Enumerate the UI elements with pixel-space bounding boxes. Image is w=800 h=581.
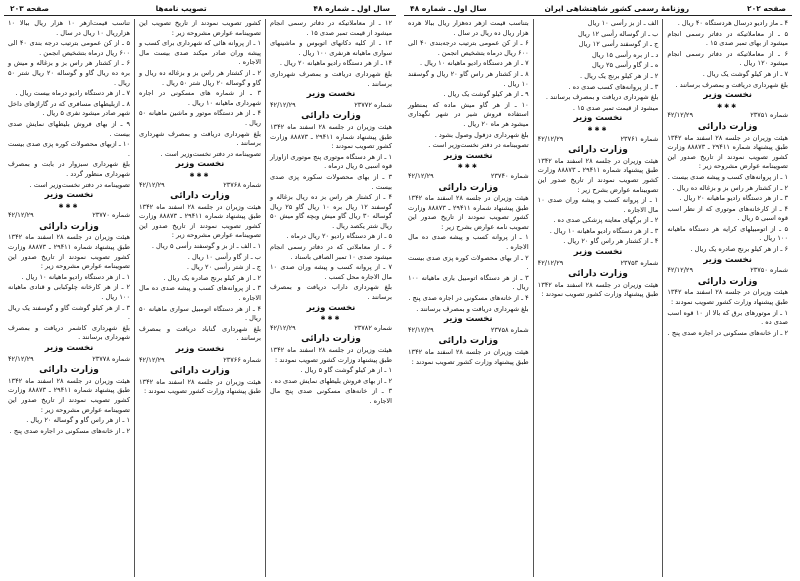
paragraph: تصویبنامه در دفتر نخست‌وزیر است . (160, 149, 261, 158)
paragraph: هیئت وزیران در جلسه ۲۸ اسفند ماه ۱۳۴۲ طبق پیشنهاد شماره ۲۹۴۱۱ ـ ۸۸۸۷۳ وزارت کشور تصویب نمودند از تاریخ صدور این تصویبنامه عوارض مشروحه زیر : (667, 133, 788, 171)
paragraph: ۱۳ ـ از کلیه دکانهای اتوبوس و ماشینهای سواری ماهیانه هرنفری ۱۰۰ ریال . (270, 39, 392, 57)
section-heading: وزارت دارائی (170, 191, 230, 202)
paragraph: ه ـ از گاو رأسی ۲۵ ریال (592, 61, 659, 70)
separator-stars: ✱✱✱ (58, 202, 80, 210)
decree-number-line (8, 211, 130, 221)
paragraph: بلغ شهرداری دریافت و بمصرف برسانند . (675, 80, 788, 89)
paragraph: ۷ ـ از پروانه کسب و پیشه وران صدی ۱۰ مال الاجاره محل کسب . (270, 263, 392, 281)
paragraph: هیئت وزیران در جلسه ۲۸ اسفند ماه ۱۳۴۲ طبق پیشنهاد وزارت کشور تصویب نمودند : (537, 280, 659, 299)
paragraph: بلغ شهرداری دریافت و بمصرف برسانند . (545, 93, 659, 102)
paragraph: ۹ ـ از بهای فروش بلیطهای نمایش صدی بیست . (8, 119, 130, 138)
text-column (265, 19, 396, 577)
decree-number: شماره ۲۳۷۵۰ (750, 266, 788, 275)
paragraph: ۲ ـ از برگهای معاینه پزشکی صدی ده . (553, 216, 659, 225)
paragraph: ۳ ـ از پروانه‌های کسب و پیشه صدی ده مال الاجاره . (139, 284, 261, 303)
paragraph: ۶ ـ از کشتار هر راس بز و بزغاله و میش و بره ده ریال گاو و گوساله ۲۰ ریال شتر ۵۰ ریال . (8, 59, 130, 87)
section-heading: وزارت دارائی (438, 336, 499, 347)
section-title: تصویب نامه‌ها (155, 4, 207, 13)
paragraph: هیئت وزیران در جلسه ۲۸ اسفند ماه ۱۳۴۲ طبق پیشنهاد وزارت کشور تصویب نمودند : (270, 346, 392, 364)
paragraph: بتناسب قیمت ازهر ده‌هزار ریال ببالا هرده هزار ریال ده ریال در سال . (407, 19, 529, 37)
signature-line: نخست وزیر (175, 159, 225, 170)
paragraph: ۲ ـ از کشتار هر راس بز و بزغاله ده ریال . (672, 183, 788, 192)
paragraph: تصویبنامه در دفتر نخست‌وزیر است . (428, 141, 529, 150)
left-page (4, 0, 396, 581)
signature-line: نخست وزیر (175, 344, 225, 354)
paragraph: ۳ ـ از هر دستگاه اتومبیل باری ماهیانه ۱۰۰ ریال . (407, 273, 529, 292)
decree-date: ۴۲/۱۲/۲۹ (8, 354, 34, 363)
decree-number-line (408, 326, 529, 336)
decree-number-line (8, 355, 130, 365)
paragraph: ۱۰ ـ ازبهای محصولات کوره پزی صدی بیست . (8, 140, 130, 158)
decree-number: شماره ۲۳۷۵۱ (750, 111, 788, 120)
section-heading: وزارت دارائی (39, 221, 99, 232)
paragraph: ۴ ـ از کشتار هر راس بز ده ریال بزغاله و گوسفند ۱۲ ریال بره ۱۰ ریال گاو ۲۵ ریال گوساله ۳۰ ریال گاو میش وبچه گاو میش ۵۰ ریال شتر یکصد ریال . (270, 193, 392, 230)
paragraph: ۱ ـ از پروانه هائی که شهرداری برای کسب و پیشه وران صادر میکند صدی بیست مال الاجاره . (139, 39, 261, 67)
section-heading: وزارت دارائی (170, 366, 230, 377)
paragraph: ۲ ـ از هر کیلو برنج یک ریال . (580, 71, 659, 80)
newspaper-title: روزنامهٔ رسمی کشور شاهنشاهی ایران (544, 4, 690, 13)
decree-number-line (667, 111, 788, 121)
text-columns (4, 19, 396, 577)
paragraph: ۵ ـ از هر دستگاه رادیو ۲۰ ریال درماه . (286, 232, 392, 241)
decree-number-line (538, 135, 659, 145)
paragraph: تصویبنامه در دفتر نخست‌وزیر است . (29, 180, 130, 189)
paragraph: ج ـ از گوسفند رأسی ۱۲ ریال (578, 40, 659, 49)
paragraph: ۱۰ ـ از هر گاو میش ماده که بمنظور استفاده فروش شیر در شهر نگهداری میشود هر ماه ۲۰ ریال . (407, 100, 529, 128)
paragraph: هیئت وزیران در جلسه ۲۸ اسفند ماه ۱۳۴۲ طبق پیشنهاد وزارت کشور تصویب نمودند : (407, 348, 529, 366)
separator-stars: ✱✱✱ (457, 163, 479, 171)
section-heading: وزارت دارائی (568, 145, 628, 156)
page-number: صفحه ۲۰۳ (10, 4, 49, 13)
paragraph: ۶ ـ از معاملاتی که در دفاتر رسمی انجام میشود صدی ۱۰ تمبر الصاقی باسناد . (270, 243, 392, 261)
text-column (662, 19, 792, 577)
paragraph: الف ـ از بز رأسی ۱۰ ریال (587, 19, 659, 27)
decree-date: ۴۲/۱۲/۲۹ (537, 258, 564, 267)
signature-line: نخست وزیر (573, 247, 623, 258)
decree-date: ۴۲/۱۲/۲۹ (667, 111, 694, 120)
paragraph: بلغ شهرداری دریافت و بمصرف شهرداری برسانند . (270, 69, 392, 88)
section-heading: وزارت دارائی (438, 182, 499, 193)
paragraph: هیئت وزیران در جلسه ۲۸ اسفند ماه ۱۳۴۲ طبق پیشنهاد شماره ۲۹۴۱۱ ـ ۸۸۸۷۳ وزارت کشور تصویب نمودند : (270, 122, 392, 151)
paragraph: ۳ ـ از خانه‌های مسکونی صدی پنج مال الاجاره . (270, 387, 392, 405)
decree-date: ۴۲/۱۲/۲۹ (139, 180, 165, 189)
paragraph: کشور تصویب نمودند از تاریخ تصویب این تصویبنامه عوارض مشروحه زیر : (139, 19, 261, 37)
paragraph: ۵ ـ از معاملاتیکه در دفاتر رسمی انجام میشود از بهای تمبر صدی ۱۵ . (667, 29, 788, 48)
decree-number: شماره ۲۳۷۷۰ (92, 211, 130, 220)
paragraph: ۱ ـ از هر کیلو گوشت گاو ۵ ریال . (300, 366, 392, 375)
paragraph: ۱۴ ـ از هر دستگاه رادیو ماهیانه ۲۰ ریال . (279, 59, 392, 68)
signature-line: نخست وزیر (703, 254, 752, 265)
paragraph: ۳ ـ از هر دستگاه رادیو ماهیانه ۲۰ ریال . (679, 194, 788, 203)
paragraph: ب ـ از گوساله رأسی ۱۲ ریال (578, 29, 659, 38)
page-number: صفحه ۲۰۲ (747, 4, 786, 13)
signature-line: نخست وزیر (444, 150, 493, 161)
paragraph: ۵ ـ از اتومبیلهای کرایه هر دستگاه ماهیانه ۱۰۰ ریال . (667, 224, 788, 243)
paragraph: ۵ ـ از کن عمومی بترتیب درجه بندی ۴۰ الی ۶۰۰ ریال درماه بتشخیص انجمن . (8, 39, 130, 57)
section-heading: وزارت دارائی (39, 365, 99, 376)
paragraph: ۷ ـ از هر دستگاه رادیو درماه بیست ریال . (15, 89, 130, 98)
paragraph: ۶ ـ از هر کیلو برنج صادره یک ریال . (690, 245, 788, 254)
decree-number: شماره ۲۳۷۶۶ (223, 355, 261, 364)
decree-date: ۴۲/۱۲/۲۹ (407, 171, 434, 180)
section-heading: وزارت دارائی (301, 334, 361, 345)
paragraph: بلغ شهرداری دزفول وصول بشود . (434, 130, 529, 139)
decree-number-line (270, 101, 392, 111)
paragraph: هیئت وزیران در جلسه ۲۸ اسفند ماه ۱۳۴۲ طبق پیشنهاد وزارت کشور تصویب نمودند : (139, 377, 261, 396)
section-heading: وزارت دارائی (568, 269, 628, 280)
paragraph: ۳ ـ از هر دستگاه رادیو ماهیانه ۱۰ ریال . (549, 226, 659, 235)
decree-date: ۴۲/۱۲/۲۹ (667, 266, 694, 275)
paragraph: بلغ شهرداری داراب دریافت و بمصرف برسانند . (270, 283, 392, 302)
paragraph: ۴ ـ از خانه‌های مسکونی در اجاره صدی پنج . (408, 294, 529, 303)
paragraph: ج ـ از شتر رأسی ۲۰ ریال . (186, 263, 261, 272)
decree-date: ۴۲/۱۲/۲۹ (270, 100, 296, 109)
signature-line: نخست وزیر (44, 343, 94, 353)
paragraph: ۸ ـ از کشتار هر راس گاو ۲۰ ریال و گوسفند ۱۰ ریال . (407, 69, 529, 88)
paragraph: ۱۲ ـ از معاملاتیکه در دفاتر رسمی انجام میشود از قیمت تمبر صدی ۱۵ . (270, 19, 392, 37)
paragraph: میشود از قیمت تمبر صدی ۱۵ . (572, 103, 659, 112)
signature-line: نخست وزیر (573, 113, 623, 124)
paragraph: هیئت وزیران در جلسه ۲۸ اسفند ماه ۱۳۴۲ طبق پیشنهاد شماره ۲۹۴۱۱ ـ ۸۸۸۷۳ وزارت کشور تصویب نمودند از تاریخ صدور این تصویبنامه عوارض مشروحه زیر : (139, 202, 261, 240)
decree-number-line (139, 181, 261, 191)
paragraph: ۲ ـ از بهای فروش بلیطهای نمایش صدی ده . (270, 376, 392, 385)
decree-number: شماره ۲۳۷۵۸ (490, 325, 529, 334)
paragraph: هیئت وزیران در جلسه ۲۸ اسفند ماه ۱۳۴۲ طبق پیشنهاد شماره ۲۹۴۱۱ ـ ۸۸۸۷۳ وزارت کشور تصویب نمودند از تاریخ صدور این تصویب نامه عوارض بشرح زیر : (407, 194, 529, 231)
paragraph: د ـ از بره رأسی ۱۵ ریال (591, 50, 659, 59)
paragraph: بلغ شهرداری گناباد دریافت و بمصرف برسانند . (139, 324, 261, 343)
paragraph: ۳ ـ از بهای محصولات سکوره پزی صدی بیست . (270, 172, 392, 191)
paragraph: ب ـ از گاو رأسی ۱۰ ریال . (187, 252, 261, 261)
decree-date: ۴۲/۱۲/۲۹ (8, 211, 34, 220)
paragraph: ۳ ـ از هر کیلو گوشت گاو و گوسفند یک ریال . (8, 303, 130, 322)
section-heading: وزارت دارائی (697, 121, 758, 132)
paragraph: ۱ ـ الف ـ از بز و گوسفند رأسی ۵ ریال . (151, 242, 261, 251)
paragraph: ۹ ـ از هر کیلو گوشت یک ریال . (443, 90, 529, 99)
page-header (4, 2, 396, 16)
signature-line: نخست وزیر (703, 90, 752, 101)
paragraph: ۶ ـ از معاملاتیکه در دفاتر رسمی انجام میشود ۱۲۰ ریال . (667, 49, 788, 68)
paragraph: ۱ ـ از هر دستگاه موتوری پنج موتوری ازاوزار قوه اسبی ۵ ریال درماه . (270, 152, 392, 171)
paragraph: هیئت وزیران در جلسه ۲۸ اسفند ماه ۱۳۴۲ طبق پیشنهاد شماره ۲۹۴۱۱ ـ ۸۸۸۷۳ وزارت کشور تصویب نمودند از تاریخ صدور این تصویبنامه عوارض بشرح زیر : (537, 156, 659, 194)
decree-number: شماره ۲۳۷۷۸ (92, 354, 130, 363)
paragraph: تناسب قیمت‌ازهر ۱۰ هزار ریال ببالا ۱۰ هزارریال ۱۰ ریال در سال . (8, 19, 130, 37)
paragraph: ۷ ـ از هر دستگاه رادیو ماهیانه ۱۰ ریال . (420, 59, 529, 68)
paragraph: ۸ ـ ازبلیطهای مسافری که در گاراژهای داخل شهر صادر میشود نفری ۵ ریال . (8, 99, 130, 118)
paragraph: ۱ ـ از هر راس گاو و گوساله ۲۰ ریال . (26, 416, 130, 425)
paragraph: ۲ ـ از بهای محصولات کوره پزی صدی بیست . (407, 253, 529, 272)
paragraph: هیئت وزیران در جلسه ۲۸ اسفند ماه ۱۳۴۲ طبق پیشنهاد شماره ۲۹۴۱۱ ـ ۸۸۸۷۳ وزارت کشور تصویب نمودند از تاریخ صدور این تصویبنامه عوارض مشروحه زیر : (8, 376, 130, 414)
decree-number: شماره ۲۳۷۷۲ (354, 100, 392, 109)
issue-number: سال اول ـ شماره ۴۸ (313, 4, 390, 13)
signature-line: نخست وزیر (306, 89, 356, 100)
decree-number: شماره ۲۳۷۶۱ (620, 134, 659, 143)
signature-line: نخست وزیر (44, 190, 94, 201)
paragraph: بلغ شهرداری سبزوار در بابت و بمصرف شهرداری منظور گردد . (8, 160, 130, 178)
paragraph: ۴ ـ ماز رادیو درسال هردستگاه ۴۰ ریال . (677, 19, 788, 27)
paragraph: ۱ ـ از پروانه کسب و پیشه وران صدی ۱۰ مال الاجاره . (537, 196, 659, 214)
paragraph: ۲ ـ از خانه‌های مسکونی در اجاره صدی پنج . (667, 328, 788, 337)
decree-date: ۴۲/۱۲/۲۹ (270, 323, 296, 332)
page-header (404, 2, 792, 16)
decree-number: شماره ۲۳۷۸۲ (354, 323, 392, 332)
paragraph: ۱ ـ از پروانه‌های کسب و پیشه صدی بیست . (667, 172, 788, 181)
paragraph: بلغ شهرداری دریافت و بمصرف شهرداری برسانند . (139, 129, 261, 148)
decree-number-line (408, 172, 529, 182)
decree-number-line (538, 259, 659, 269)
separator-stars: ✱✱✱ (320, 315, 342, 323)
signature-line: نخست وزیر (306, 302, 356, 313)
paragraph: ۲ ـ از خانه‌های مسکونی در اجاره صدی پنج . (9, 426, 130, 435)
separator-stars: ✱✱✱ (587, 125, 609, 133)
paragraph: ۱ ـ از هر دستگاه رادیو ماهیانه ۱۰ ریال . (21, 272, 130, 281)
decree-number-line (139, 356, 261, 366)
section-heading: وزارت دارائی (697, 276, 758, 287)
paragraph: ۲ ـ از هر کارخانه چلوکبابی و قنادی ماهیانه ۱۰۰ ریال . (8, 283, 130, 302)
paragraph: ۱ ـ از پروانه کسب و پیشه صدی ده مال الاجاره . (407, 233, 529, 252)
paragraph: ۱ ـ از موتورهای برق که بالا از ۱۰ قوه اسب صدی ده . (667, 308, 788, 327)
decree-number: شماره ۲۳۷۵۳ (620, 258, 659, 267)
decree-number: شماره ۲۳۷۴۰ (490, 171, 529, 180)
separator-stars: ✱✱✱ (717, 102, 739, 110)
text-column (404, 19, 533, 577)
paragraph: ۷ ـ از هر کیلو گوشت یک ریال . (702, 69, 788, 78)
paragraph: هیئت وزیران در جلسه ۲۸ اسفند ماه ۱۳۴۲ طبق پیشنهاد شماره ۲۹۴۱۱ ـ ۸۸۸۷۳ وزارت کشور تصویب نمودند از تاریخ صدور این تصویبنامه عوارض مشروحه زیر : (8, 233, 130, 271)
decree-number-line (270, 324, 392, 334)
right-page (404, 0, 792, 581)
paragraph: ۴ ـ از کشتار هر راس گاو ۲۰ ریال . (563, 237, 659, 246)
signature-line: نخست وزیر (444, 314, 493, 325)
decree-date: ۴۲/۱۲/۲۹ (139, 355, 165, 364)
text-column (4, 19, 134, 577)
paragraph: ۴ ـ از کارخانه‌های موتوری که از نظر اسب قوه اسبی ۵ ریال . (667, 204, 788, 223)
paragraph: ۲ ـ از کشتار هر راس بز و بزغاله ده ریال و گاو و گوساله ۲۰ ریال شتر ۵۰ ریال . (139, 68, 261, 87)
paragraph: هیئت وزیران در جلسه ۲۸ اسفند ماه ۱۳۴۲ طبق پیشنهاد وزارت کشور تصویب نمودند : (667, 288, 788, 307)
paragraph: ۳ ـ از پروانه‌های کسب صدی ده . (568, 82, 659, 91)
separator-stars: ✱✱✱ (189, 171, 211, 179)
text-column (134, 19, 265, 577)
paragraph: ۴ ـ از هر دستگاه موتور و ماشین ماهیانه ۵۰ ریال . (139, 109, 261, 127)
paragraph: ۳ ـ از شماره های مسکونی در اجاره شهرداری ماهیانه ۱۰ ریال . (139, 89, 261, 107)
paragraph: ۲ ـ از هر کیلو برنج صادره یک ریال . (163, 273, 261, 282)
paragraph: بلغ شهرداری کاشمر دریافت و بمصرف شهرداری برسانند . (8, 323, 130, 342)
section-heading: وزارت دارائی (301, 111, 361, 122)
paragraph: ۶ ـ از کن عمومی بترتیب درجه‌بندی ۴۰ الی ۶۰۰ ریال درماه بتشخیص انجمن . (407, 39, 529, 57)
decree-date: ۴۲/۱۲/۲۹ (407, 325, 434, 334)
text-column (533, 19, 663, 577)
text-columns (404, 19, 792, 577)
paragraph: ۴ ـ از هر دستگاه اتومبیل سواری ماهیانه ۵۰ ریال . (139, 304, 261, 323)
decree-number: شماره ۲۳۷۶۸ (223, 180, 261, 189)
paragraph: بلغ شهرداری دریافت و بمصرف برسانند . (416, 304, 529, 313)
issue-number: سال اول ـ شماره ۴۸ (410, 4, 487, 13)
decree-date: ۴۲/۱۲/۲۹ (537, 134, 564, 143)
decree-number-line (667, 266, 788, 276)
